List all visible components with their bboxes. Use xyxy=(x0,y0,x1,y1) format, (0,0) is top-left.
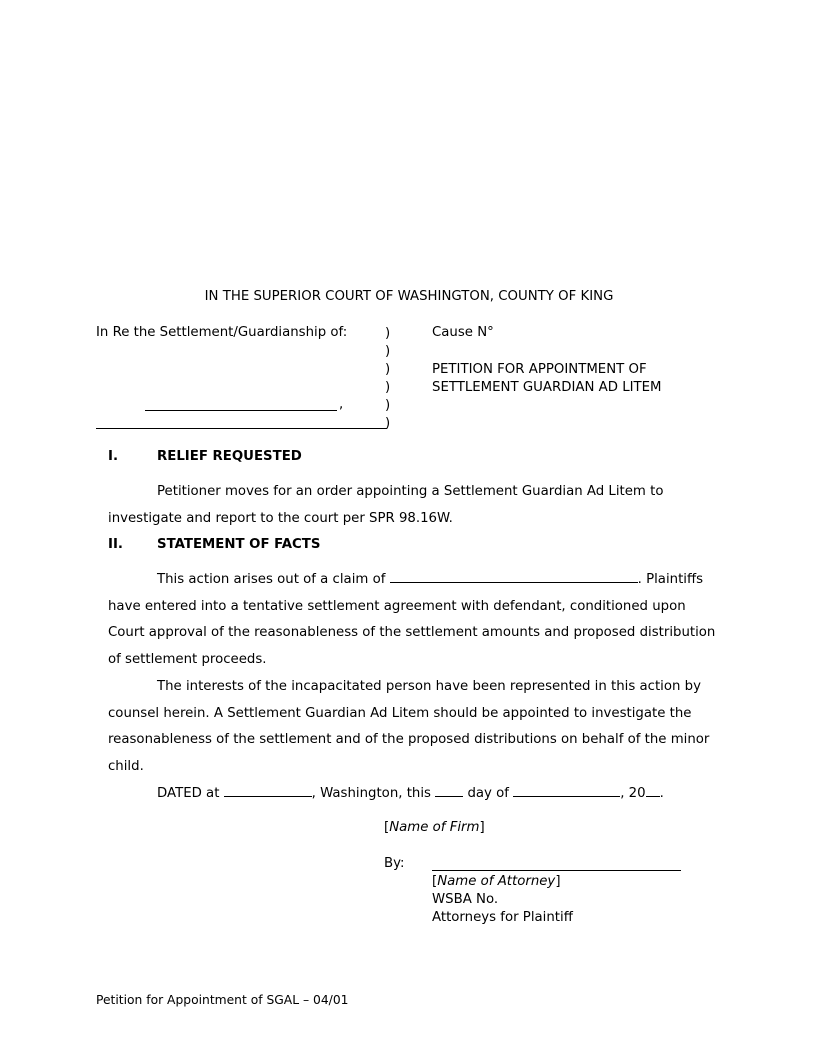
month-blank xyxy=(513,784,620,797)
dated-washington: , Washington, this xyxy=(311,786,431,801)
dated-end: . xyxy=(659,786,664,801)
dated-prefix: DATED at xyxy=(157,786,220,801)
attorney-name xyxy=(432,874,561,889)
firm-name xyxy=(384,820,485,835)
party-name-blank xyxy=(145,410,337,411)
section-title: STATEMENT OF FACTS xyxy=(157,537,321,552)
relief-paragraph: Petitioner moves for an order appointing a Settlement Guardian Ad Litem to investigate and report to the court per SPR 98.16W. xyxy=(108,484,664,526)
document-title-line1: PETITION FOR APPOINTMENT OF xyxy=(432,362,647,377)
city-blank xyxy=(224,784,312,797)
bracket: ] xyxy=(479,820,485,835)
document-title xyxy=(432,361,662,397)
section-number: I. xyxy=(108,449,118,464)
facts-p1-start: This action arises out of a claim of xyxy=(157,572,386,587)
court-heading: IN THE SUPERIOR COURT OF WASHINGTON, COUNTY OF KING xyxy=(204,289,614,304)
bracket: [ xyxy=(432,874,438,889)
document-title-line2: SETTLEMENT GUARDIAN AD LITEM xyxy=(432,380,662,395)
caption-paren: ) xyxy=(385,326,391,341)
caption-paren: ) xyxy=(385,398,391,413)
attorney-name-placeholder: Name of Attorney xyxy=(437,874,556,889)
signature-line xyxy=(432,870,681,871)
bracket: [ xyxy=(384,820,390,835)
by-label: By: xyxy=(384,856,405,871)
attorneys-for: Attorneys for Plaintiff xyxy=(432,910,573,925)
page-footer: Petition for Appointment of SGAL – 04/01 xyxy=(96,993,349,1007)
wsba-number: WSBA No. xyxy=(432,892,499,907)
dated-year: , 20 xyxy=(620,786,646,801)
dated-day-of: day of xyxy=(467,786,509,801)
caption-bottom-rule xyxy=(96,428,387,429)
caption-paren: ) xyxy=(385,380,391,395)
facts-paragraph-2: The interests of the incapacitated person have been represented in this action by counsel herein. A Settlement Guardian Ad Litem should be appointed to investigate the reasonableness of the settlement and of the proposed distributions on behalf of the minor child. xyxy=(108,679,710,775)
claim-blank xyxy=(390,570,638,583)
section-number: II. xyxy=(108,537,123,552)
day-blank xyxy=(435,784,463,797)
firm-name-placeholder: Name of Firm xyxy=(389,820,480,835)
bracket: ] xyxy=(555,874,561,889)
year-blank xyxy=(646,784,660,797)
facts-paragraph-1 xyxy=(108,567,718,674)
caption-paren: ) xyxy=(385,416,391,431)
facts-p1-rest: . Plaintiffs have entered into a tentative settlement agreement with defendant, conditioned upon Court approval of the reasonableness of the settlement amounts and proposed distribution of settlement proceeds. xyxy=(108,572,716,668)
cause-number-label: Cause N° xyxy=(432,325,494,340)
party-name-comma: , xyxy=(339,397,344,412)
caption-paren: ) xyxy=(385,344,391,359)
section-title: RELIEF REQUESTED xyxy=(157,449,302,464)
in-re-label: In Re the Settlement/Guardianship of: xyxy=(96,325,348,340)
dated-line xyxy=(108,781,718,808)
caption-paren: ) xyxy=(385,362,391,377)
